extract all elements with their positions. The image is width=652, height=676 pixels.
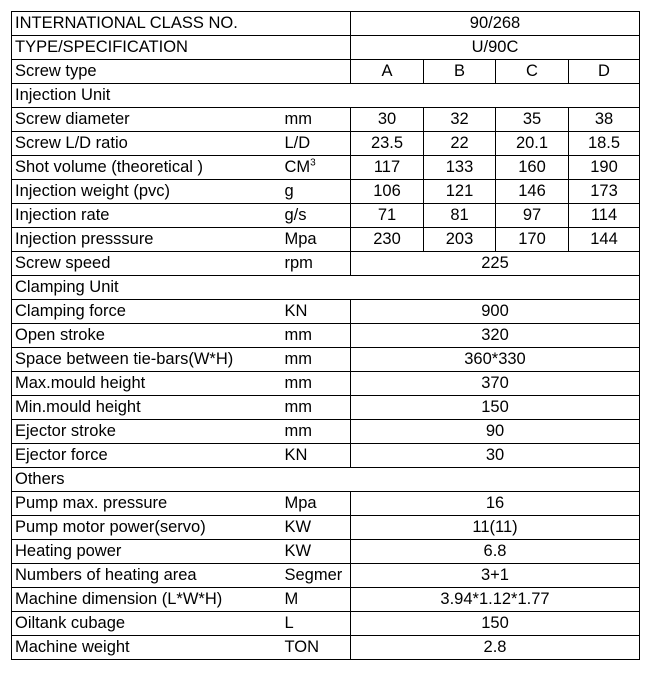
class-value: 90/268 (351, 12, 640, 36)
row-value: 144 (569, 228, 640, 252)
row-label: Injection weight (pvc) (12, 180, 281, 204)
row-value: 117 (351, 156, 424, 180)
row-unit (281, 108, 351, 132)
row-value: 190 (569, 156, 640, 180)
row-value: 150 (351, 612, 640, 636)
unit-text: L/D (284, 134, 311, 152)
section-row (12, 84, 640, 108)
row-label: Injection presssure (12, 228, 281, 252)
unit-text: mm (284, 110, 312, 128)
row-label: Pump motor power(servo) (12, 516, 281, 540)
row-value: 106 (351, 180, 424, 204)
table-row (12, 300, 640, 324)
row-value: 146 (496, 180, 569, 204)
row-label: Shot volume (theoretical ) (12, 156, 281, 180)
row-value: 71 (351, 204, 424, 228)
row-unit: mm (281, 324, 351, 348)
row-value: 230 (351, 228, 424, 252)
row-value: 11(11) (351, 516, 640, 540)
row-unit (281, 204, 351, 228)
row-unit: mm (281, 420, 351, 444)
row-label: Screw speed (12, 252, 281, 276)
table-row (12, 252, 640, 276)
table-row (12, 180, 640, 204)
row-label: Injection rate (12, 204, 281, 228)
injection-rows (12, 108, 640, 252)
row-unit: L (281, 612, 351, 636)
clamping-rows (12, 300, 640, 468)
unit-text: g (284, 182, 294, 200)
spec-table (11, 11, 640, 660)
unit-text: Mpa (284, 230, 317, 248)
row-value: 32 (424, 108, 496, 132)
row-value: 360*330 (351, 348, 640, 372)
table-row (12, 636, 640, 660)
screw-type-d: D (569, 60, 640, 84)
row-value: 2.8 (351, 636, 640, 660)
row-unit: KN (281, 300, 351, 324)
row-unit: rpm (281, 252, 351, 276)
row-label: Pump max. pressure (12, 492, 281, 516)
row-unit (281, 156, 351, 180)
row-value: 173 (569, 180, 640, 204)
row-value: 900 (351, 300, 640, 324)
table-row (12, 564, 640, 588)
unit-text: CM (284, 158, 311, 176)
row-label: Max.mould height (12, 372, 281, 396)
row-unit: KW (281, 540, 351, 564)
row-value: 22 (424, 132, 496, 156)
row-value: 133 (424, 156, 496, 180)
row-value: 160 (496, 156, 569, 180)
row-value: 150 (351, 396, 640, 420)
row-label: Numbers of heating area (12, 564, 281, 588)
type-value: U/90C (351, 36, 640, 60)
row-value: 35 (496, 108, 569, 132)
row-value: 225 (351, 252, 640, 276)
row-value: 20.1 (496, 132, 569, 156)
table-row (12, 420, 640, 444)
screw-type-label: Screw type (12, 60, 351, 84)
row-value: 81 (424, 204, 496, 228)
table-row (12, 12, 640, 36)
type-label: TYPE/SPECIFICATION (12, 36, 351, 60)
row-unit (281, 180, 351, 204)
section-row (12, 468, 640, 492)
row-value: 121 (424, 180, 496, 204)
table-row (12, 444, 640, 468)
section-injection-unit: Injection Unit (12, 84, 640, 108)
table-row (12, 516, 640, 540)
row-value: 370 (351, 372, 640, 396)
row-label: Oiltank cubage (12, 612, 281, 636)
table-row (12, 492, 640, 516)
row-label: Open stroke (12, 324, 281, 348)
row-value: 23.5 (351, 132, 424, 156)
row-unit: Segmer (281, 564, 351, 588)
row-unit (281, 228, 351, 252)
table-row (12, 60, 640, 84)
row-label: Screw L/D ratio (12, 132, 281, 156)
row-label: Machine weight (12, 636, 281, 660)
row-value: 3.94*1.12*1.77 (351, 588, 640, 612)
row-value: 18.5 (569, 132, 640, 156)
row-label: Space between tie-bars(W*H) (12, 348, 281, 372)
section-others: Others (12, 468, 640, 492)
table-row (12, 324, 640, 348)
unit-text: g/s (284, 206, 307, 224)
table-row (12, 612, 640, 636)
table-row (12, 348, 640, 372)
row-value: 97 (496, 204, 569, 228)
row-label: Machine dimension (L*W*H) (12, 588, 281, 612)
table-row (12, 36, 640, 60)
row-value: 3+1 (351, 564, 640, 588)
row-unit: M (281, 588, 351, 612)
table-row (12, 540, 640, 564)
unit-superscript: 3 (310, 157, 316, 169)
row-value: 203 (424, 228, 496, 252)
row-value: 38 (569, 108, 640, 132)
row-unit: mm (281, 372, 351, 396)
table-row (12, 588, 640, 612)
row-label: Ejector stroke (12, 420, 281, 444)
row-label: Ejector force (12, 444, 281, 468)
row-value: 16 (351, 492, 640, 516)
row-unit: KW (281, 516, 351, 540)
class-label: INTERNATIONAL CLASS NO. (12, 12, 351, 36)
row-value: 30 (351, 108, 424, 132)
row-unit: mm (281, 396, 351, 420)
row-value: 114 (569, 204, 640, 228)
row-unit: KN (281, 444, 351, 468)
table-row (12, 108, 640, 132)
table-row (12, 204, 640, 228)
row-label: Screw diameter (12, 108, 281, 132)
screw-type-a: A (351, 60, 424, 84)
row-label: Min.mould height (12, 396, 281, 420)
table-row (12, 132, 640, 156)
row-label: Heating power (12, 540, 281, 564)
row-value: 6.8 (351, 540, 640, 564)
section-row (12, 276, 640, 300)
other-rows (12, 492, 640, 660)
row-unit (281, 132, 351, 156)
table-row (12, 372, 640, 396)
row-value: 320 (351, 324, 640, 348)
screw-type-c: C (496, 60, 569, 84)
table-row (12, 396, 640, 420)
row-label: Clamping force (12, 300, 281, 324)
section-clamping-unit: Clamping Unit (12, 276, 640, 300)
table-row (12, 228, 640, 252)
screw-type-b: B (424, 60, 496, 84)
row-unit: TON (281, 636, 351, 660)
row-value: 90 (351, 420, 640, 444)
row-value: 30 (351, 444, 640, 468)
row-unit: Mpa (281, 492, 351, 516)
row-value: 170 (496, 228, 569, 252)
table-row (12, 156, 640, 180)
row-unit: mm (281, 348, 351, 372)
